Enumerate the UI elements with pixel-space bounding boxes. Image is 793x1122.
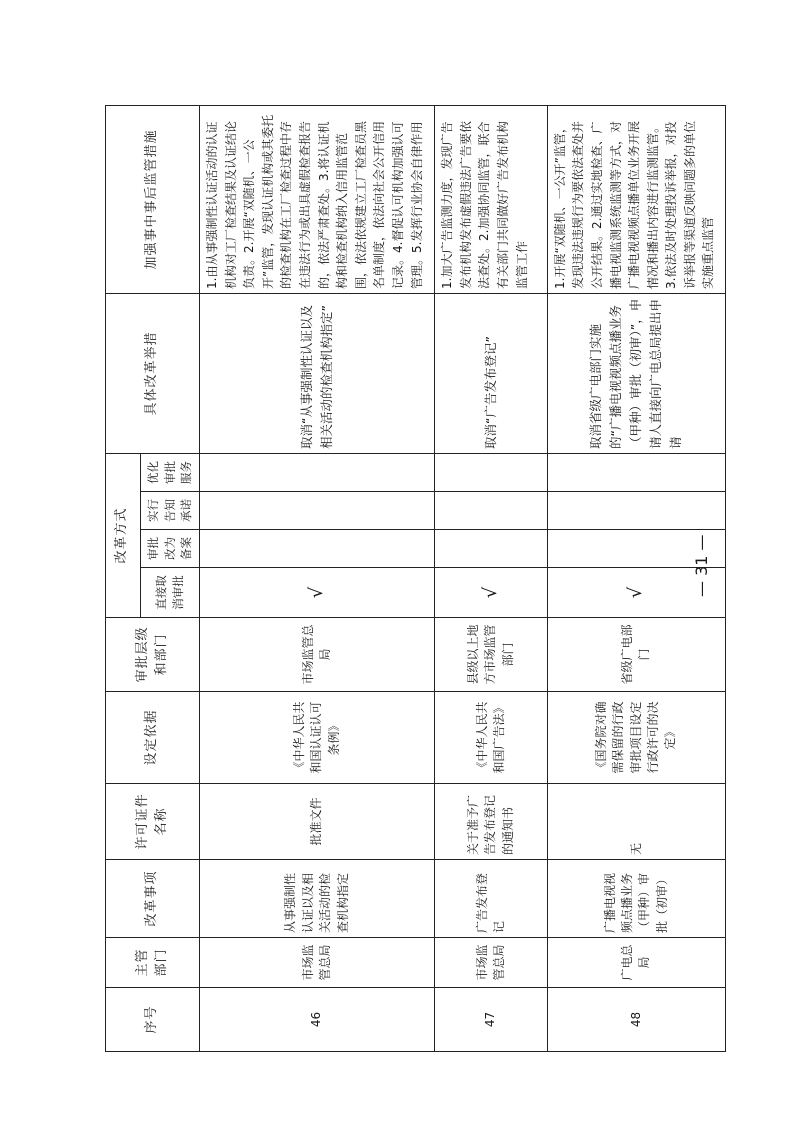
cell-license: 关于准予广告发布登记的通知书 bbox=[435, 784, 547, 860]
cell-level: 市场监管总局 bbox=[200, 618, 435, 692]
cell-cancel: √ bbox=[200, 568, 435, 618]
cell-cancel: √ bbox=[435, 568, 547, 618]
cell-notice bbox=[547, 492, 725, 530]
cell-record bbox=[435, 530, 547, 568]
header-cancel: 直接取消审批 bbox=[140, 568, 199, 618]
header-record: 审批改为备案 bbox=[140, 530, 199, 568]
cell-license: 无 bbox=[547, 784, 725, 860]
cell-notice bbox=[435, 492, 547, 530]
header-seq: 序号 bbox=[106, 988, 200, 1052]
cell-optimize bbox=[435, 453, 547, 491]
header-optimize: 优化审批服务 bbox=[140, 453, 199, 491]
table-row bbox=[200, 105, 435, 1051]
cell-basis: 《中华人民共和国认证认可条例》 bbox=[200, 692, 435, 784]
header-level: 审批层级和部门 bbox=[106, 618, 200, 692]
cell-reform: 取消“广告发布登记” bbox=[435, 293, 547, 453]
header-basis: 设定依据 bbox=[106, 692, 200, 784]
cell-optimize bbox=[200, 453, 435, 491]
cell-reform: 取消“从事强制性认证以及相关活动的检查机构指定” bbox=[200, 293, 435, 453]
cell-seq: 46 bbox=[200, 988, 435, 1052]
cell-basis: 《中华人民共和国广告法》 bbox=[435, 692, 547, 784]
cell-record bbox=[200, 530, 435, 568]
table-row bbox=[435, 105, 547, 1051]
rotated-table-sheet bbox=[105, 106, 726, 1052]
header-supervise: 加强事中事后监管措施 bbox=[106, 105, 200, 293]
cell-item: 从事强制性认证以及相关活动的检查机构指定 bbox=[200, 860, 435, 938]
header-method: 改革方式 bbox=[106, 453, 141, 617]
cell-item: 广告发布登记 bbox=[435, 860, 547, 938]
cell-supervise: 1.加大广告监测力度，发现广告发布机构发布虚假违法广告要依法查处。2.加强协同监管，联合有关部门共同做好广告发布机构监管工作 bbox=[435, 105, 547, 293]
cell-optimize bbox=[547, 453, 725, 491]
header-notice: 实行告知承诺 bbox=[140, 492, 199, 530]
cell-license: 批准文件 bbox=[200, 784, 435, 860]
cell-item: 广播电视视频点播业务（甲种）审批（初审） bbox=[547, 860, 725, 938]
cell-supervise: 1.开展“双随机、一公开”监管，发现违法违规行为要依法查处并公开结果。2.通过实地检查、广播电视监测系统监测等方式，对广播电视视频点播单位业务开展情况和播出内容进行监测监管。3.依法及时处理投诉举报，对投诉举报等渠道反映问题多的单位实施重点监管 bbox=[547, 105, 725, 293]
cell-notice bbox=[200, 492, 435, 530]
cell-cancel: √ bbox=[547, 568, 725, 618]
header-item: 改革事项 bbox=[106, 860, 200, 938]
cell-seq: 48 bbox=[547, 988, 725, 1052]
cell-level: 省级广电部门 bbox=[547, 618, 725, 692]
reform-table bbox=[105, 105, 726, 1052]
cell-dept: 市场监管总局 bbox=[200, 938, 435, 988]
cell-dept: 市场监管总局 bbox=[435, 938, 547, 988]
cell-basis: 《国务院对确需保留的行政审批项目设定行政许可的决定》 bbox=[547, 692, 725, 784]
header-license: 许可证件名称 bbox=[106, 784, 200, 860]
header-dept: 主管部门 bbox=[106, 938, 200, 988]
header-reform: 具体改革举措 bbox=[106, 293, 200, 453]
cell-reform: 取消省级广电部门实施的“广播电视视频点播业务（甲种）审批（初审）”，申请人直接向广电总局提出申请 bbox=[547, 293, 725, 453]
cell-dept: 广电总局 bbox=[547, 938, 725, 988]
cell-seq: 47 bbox=[435, 988, 547, 1052]
page-number: — 31 — bbox=[692, 534, 711, 597]
cell-level: 县级以上地方市场监管部门 bbox=[435, 618, 547, 692]
cell-supervise: 1.由从事强制性认证活动的认证机构对工厂检查结果及认证结论负责。2.开展“双随机、一公开”监管，发现认证机构或其委托的检查机构在工厂检查过程中存在违法行为或出具虚假检查报告的，依法严肃查处。3.将认证机构和检查机构纳入信用监管范围，依法依规建立工厂检查员黑名单制度，依法向社会公开信用记录。4.督促认可机构加强认可管理。5.发挥行业协会自律作用 bbox=[200, 105, 435, 293]
